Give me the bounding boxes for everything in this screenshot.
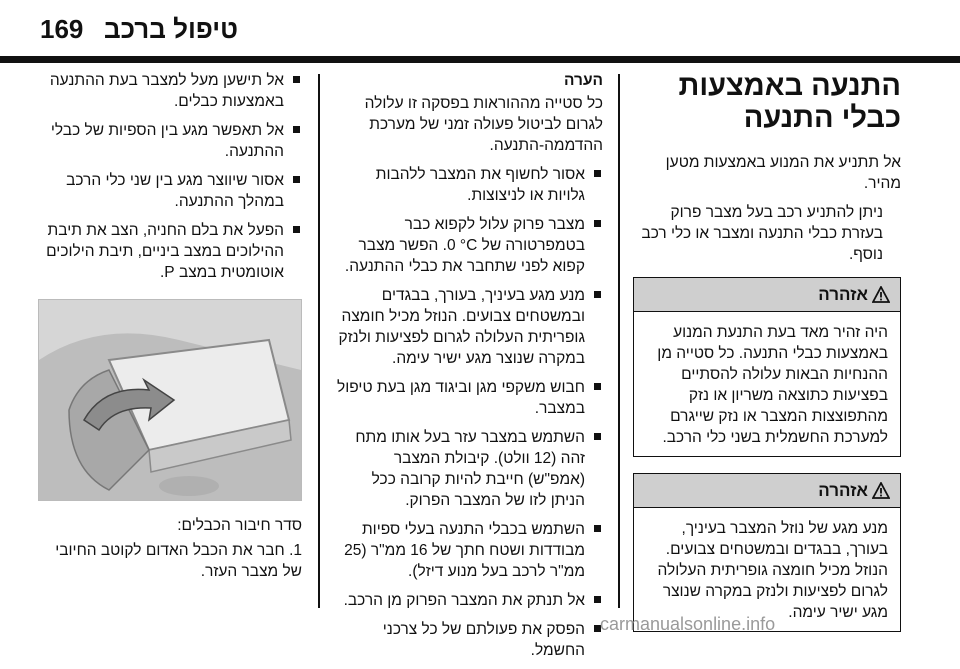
list-item: הפעל את בלם החניה, הצב את תיבת ההילוכים במצב ביניים, תיבת הילוכים אוטומטית במצב P.	[40, 220, 302, 283]
warning-triangle-icon	[872, 482, 890, 499]
warning-title: אזהרה	[818, 285, 868, 304]
column-divider	[618, 74, 620, 608]
page-heading: התנעה באמצעות כבלי התנעה	[678, 70, 901, 134]
bullet-square-icon	[594, 291, 601, 298]
bullet-square-icon	[594, 220, 601, 227]
right-column	[633, 70, 901, 648]
warning-box-1	[633, 277, 901, 457]
column-divider	[318, 74, 320, 608]
warning-triangle-icon	[872, 286, 890, 303]
warning-text: מנע מגע של נוזל המצבר בעיניך, בעורך, בבגדים ובמשטחים צבועים. הנוזל מכיל חומצה גופריתית העלולה לגרום לפציעות ולנזק במקרה שנוצר מגע ישיר עימה.	[657, 520, 888, 621]
bullet-square-icon	[594, 433, 601, 440]
bullet-square-icon	[293, 176, 300, 183]
list-item: השתמש במצבר עזר בעל אותו מתח זהה (12 וולט). קיבולת המצבר (אמפ"ש) חייבת להיות קרובה ככל הניתן לזו של המצבר הפרוק.	[335, 427, 603, 511]
warning-text: היה זהיר מאד בעת התנעת המנוע באמצעות כבלי התנעה. כל סטייה מן ההנחיות הבאות עלולה להסתיים בפציעות כתוצאה משריון או נזק מהתפוצצות המצבר או נזק שייגרם למערכת החשמלית בשני כלי הרכב.	[657, 324, 888, 446]
section-title: טיפול ברכב	[104, 14, 238, 44]
watermark: carmanualsonline.info	[600, 614, 776, 634]
warning-title: אזהרה	[818, 481, 868, 500]
battery-cover-illustration	[39, 300, 301, 500]
intro-paragraph-1: אל תתניע את המנוע באמצעות מטען מהיר.	[665, 154, 901, 192]
battery-cover-photo	[38, 299, 302, 501]
warning-box-2	[633, 473, 901, 632]
bullet-square-icon	[293, 126, 300, 133]
page-number: 169	[40, 14, 84, 44]
list-item: מצבר פרוק עלול לקפוא כבר בטמפרטורה של ‎0 °C‎. הפשר מצבר קפוא לפני שתחבר את כבלי ההתנעה.	[335, 214, 603, 277]
note-text: כל סטייה מההוראות בפסקה זו עלולה לגרום לביטול פעולה זמני של מערכת ההדממה-התנעה.	[364, 95, 603, 154]
list-item: השתמש בכבלי התנעה בעלי ספיות מבודדות ושטח חתך של 16 ממ"ר (25 ממ"ר לרכב בעל מנוע דיזל).	[335, 519, 603, 582]
bullet-square-icon	[293, 76, 300, 83]
page-header	[0, 0, 960, 62]
list-item: אסור לחשוף את המצבר ללהבות גלויות או לניצוצות.	[335, 164, 603, 206]
bullet-square-icon	[594, 525, 601, 532]
bullet-square-icon	[594, 383, 601, 390]
connection-step-list	[40, 540, 302, 582]
safety-bullet-list	[40, 70, 302, 283]
list-item: חבוש משקפי מגן וביגוד מגן בעת טיפול במצבר.	[335, 377, 603, 419]
middle-column	[335, 70, 603, 669]
list-item: אל תישען מעל למצבר בעת ההתנעה באמצעות כבלים.	[40, 70, 302, 112]
bullet-square-icon	[293, 226, 300, 233]
list-item: אסור שיווצר מגע בין שני כלי הרכב במהלך ההתנעה.	[40, 170, 302, 212]
list-item: מנע מגע בעיניך, בעורך, בבגדים ובמשטחים צבועים. הנוזל מכיל חומצה גופריתית העלולה לגרום לפציעות ולנזק במקרה שנוצר מגע ישיר עימה.	[335, 285, 603, 369]
bullet-square-icon	[594, 596, 601, 603]
safety-bullet-list	[335, 164, 603, 661]
left-column	[40, 70, 302, 590]
warning-header	[634, 278, 900, 312]
list-item: אל תאפשר מגע בין הספיות של כבלי ההתנעה.	[40, 120, 302, 162]
header-rule	[0, 56, 960, 63]
list-item: אל תנתק את המצבר הפרוק מן הרכב.	[335, 590, 603, 611]
bullet-square-icon	[594, 170, 601, 177]
connection-order-label: סדר חיבור הכבלים:	[177, 517, 302, 534]
intro-paragraph-2: ניתן להתניע רכב בעל מצבר פרוק בעזרת כבלי התנעה ומצבר או כלי רכב נוסף.	[641, 204, 883, 263]
list-item: הפסק את פעולתם של כל צרכני החשמל.	[335, 619, 603, 661]
note-label: הערה	[564, 72, 603, 89]
list-item: 1. חבר את הכבל האדום לקוטב החיובי של מצבר העזר.	[55, 542, 302, 580]
warning-header	[634, 474, 900, 508]
